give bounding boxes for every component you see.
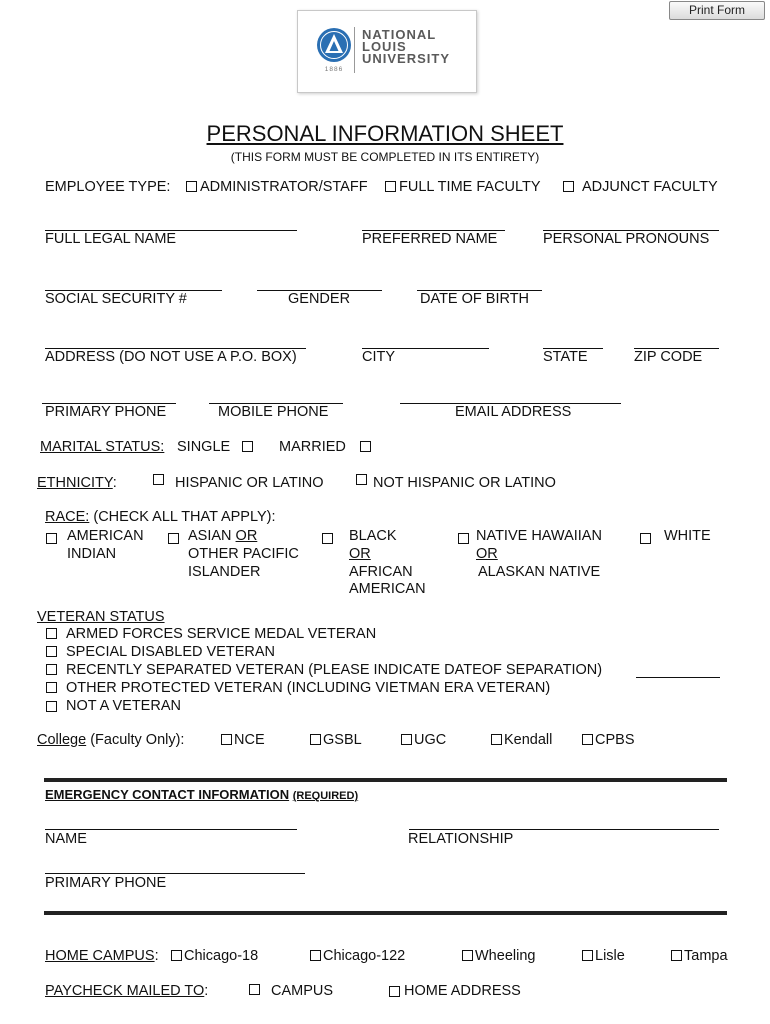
- section-divider-bottom: [44, 911, 727, 915]
- personal-pronouns-label: PERSONAL PRONOUNS: [543, 231, 710, 247]
- email-label: EMAIL ADDRESS: [455, 404, 572, 420]
- race-black-3: AMERICAN: [349, 581, 426, 597]
- not-hispanic-label: NOT HISPANIC OR LATINO: [373, 475, 556, 491]
- print-form-button[interactable]: Print Form: [669, 1, 765, 20]
- race-black-1: BLACK: [349, 528, 397, 544]
- college-gsbl-label: GSBL: [323, 732, 362, 748]
- emergency-relationship-field[interactable]: [409, 829, 719, 830]
- race-label: RACE: (CHECK ALL THAT APPLY):: [45, 509, 276, 525]
- campus-lisle-label: Lisle: [595, 948, 625, 964]
- race-black-or: OR: [349, 546, 371, 562]
- race-hawaiian-2: ALASKAN NATIVE: [478, 564, 601, 580]
- address-label: ADDRESS (DO NOT USE A P.O. BOX): [45, 349, 297, 365]
- checkbox-adjunct-faculty[interactable]: [563, 181, 574, 192]
- campus-wheeling-label: Wheeling: [475, 948, 536, 964]
- race-hawaiian-or: OR: [476, 546, 498, 562]
- logo-year: 1886: [324, 66, 344, 73]
- college-ugc-label: UGC: [414, 732, 447, 748]
- checkbox-college-nce[interactable]: [221, 734, 232, 745]
- university-logo: [297, 10, 477, 93]
- checkbox-asian[interactable]: [168, 533, 179, 544]
- marital-single-label: SINGLE: [177, 439, 231, 455]
- checkbox-campus-tampa[interactable]: [671, 950, 682, 961]
- checkbox-married[interactable]: [360, 441, 371, 452]
- checkbox-campus-chicago-18[interactable]: [171, 950, 182, 961]
- campus-chicago-122-label: Chicago-122: [323, 948, 406, 964]
- logo-emblem-icon: [316, 27, 352, 71]
- veteran-option-1: ARMED FORCES SERVICE MEDAL VETERAN: [66, 626, 377, 642]
- checkbox-veteran-special-disabled[interactable]: [46, 646, 57, 657]
- emergency-phone-field[interactable]: [45, 873, 305, 874]
- hispanic-label: HISPANIC OR LATINO: [175, 475, 324, 491]
- veteran-status-label: VETERAN STATUS: [37, 609, 165, 625]
- checkbox-full-time-faculty[interactable]: [385, 181, 396, 192]
- campus-tampa-label: Tampa: [684, 948, 728, 964]
- marital-married-label: MARRIED: [279, 439, 346, 455]
- full-legal-name-label: FULL LEGAL NAME: [45, 231, 177, 247]
- race-american-indian-2: INDIAN: [67, 546, 117, 562]
- home-campus-label: HOME CAMPUS:: [45, 948, 159, 964]
- emergency-heading: EMERGENCY CONTACT INFORMATION (REQUIRED): [45, 787, 359, 802]
- checkbox-paycheck-home[interactable]: [389, 986, 400, 997]
- checkbox-not-a-veteran[interactable]: [46, 701, 57, 712]
- employee-type-label: EMPLOYEE TYPE:: [45, 179, 171, 195]
- race-black-2: AFRICAN: [349, 564, 413, 580]
- separation-date-field[interactable]: [636, 677, 720, 678]
- checkbox-campus-chicago-122[interactable]: [310, 950, 321, 961]
- ethnicity-label: ETHNICITY:: [37, 475, 117, 491]
- page-title: PERSONAL INFORMATION SHEET: [206, 121, 564, 146]
- checkbox-campus-wheeling[interactable]: [462, 950, 473, 961]
- primary-phone-label: PRIMARY PHONE: [45, 404, 167, 420]
- college-kendall-label: Kendall: [504, 732, 553, 748]
- checkbox-administrator-staff[interactable]: [186, 181, 197, 192]
- checkbox-campus-lisle[interactable]: [582, 950, 593, 961]
- zip-label: ZIP CODE: [634, 349, 703, 365]
- checkbox-hispanic[interactable]: [153, 474, 164, 485]
- logo-line-2: LOUIS: [362, 39, 407, 54]
- state-label: STATE: [543, 349, 588, 365]
- veteran-option-3: RECENTLY SEPARATED VETERAN (PLEASE INDICATE DATEOF SEPARATION): [66, 662, 603, 678]
- mobile-phone-label: MOBILE PHONE: [218, 404, 329, 420]
- race-hawaiian-1: NATIVE HAWAIIAN: [476, 528, 602, 544]
- logo-line-3: UNIVERSITY: [362, 51, 451, 66]
- emergency-phone-label: PRIMARY PHONE: [45, 875, 167, 891]
- race-asian-2: OTHER PACIFIC: [188, 546, 299, 562]
- paycheck-home-label: HOME ADDRESS: [404, 983, 521, 999]
- section-divider-top: [44, 778, 727, 782]
- gender-label: GENDER: [288, 291, 351, 307]
- race-asian-3: ISLANDER: [188, 564, 261, 580]
- option-full-time-faculty: FULL TIME FACULTY: [399, 179, 541, 195]
- college-nce-label: NCE: [234, 732, 265, 748]
- race-american-indian-1: AMERICAN: [67, 528, 144, 544]
- veteran-option-5: NOT A VETERAN: [66, 698, 181, 714]
- emergency-name-label: NAME: [45, 831, 87, 847]
- dob-label: DATE OF BIRTH: [420, 291, 530, 307]
- checkbox-single[interactable]: [242, 441, 253, 452]
- city-label: CITY: [362, 349, 396, 365]
- page-subtitle: (THIS FORM MUST BE COMPLETED IN ITS ENTIRETY): [230, 150, 540, 164]
- preferred-name-label: PREFERRED NAME: [362, 231, 498, 247]
- checkbox-veteran-recently-separated[interactable]: [46, 664, 57, 675]
- race-asian-1: ASIAN OR: [188, 528, 258, 544]
- option-administrator-staff: ADMINISTRATOR/STAFF: [200, 179, 368, 195]
- campus-chicago-18-label: Chicago-18: [184, 948, 259, 964]
- emergency-relationship-label: RELATIONSHIP: [408, 831, 514, 847]
- emergency-name-field[interactable]: [45, 829, 297, 830]
- ssn-label: SOCIAL SECURITY #: [45, 291, 187, 307]
- checkbox-paycheck-campus[interactable]: [249, 984, 260, 995]
- checkbox-white[interactable]: [640, 533, 651, 544]
- checkbox-veteran-other-protected[interactable]: [46, 682, 57, 693]
- checkbox-veteran-armed-forces[interactable]: [46, 628, 57, 639]
- paycheck-label: PAYCHECK MAILED TO:: [45, 983, 209, 999]
- checkbox-not-hispanic[interactable]: [356, 474, 367, 485]
- checkbox-american-indian[interactable]: [46, 533, 57, 544]
- college-label: College (Faculty Only):: [37, 732, 185, 748]
- checkbox-college-kendall[interactable]: [491, 734, 502, 745]
- checkbox-college-gsbl[interactable]: [310, 734, 321, 745]
- checkbox-native-hawaiian[interactable]: [458, 533, 469, 544]
- paycheck-campus-label: CAMPUS: [271, 983, 334, 999]
- checkbox-college-ugc[interactable]: [401, 734, 412, 745]
- checkbox-college-cpbs[interactable]: [582, 734, 593, 745]
- checkbox-black[interactable]: [322, 533, 333, 544]
- logo-line-1: NATIONAL: [362, 27, 437, 42]
- veteran-option-4: OTHER PROTECTED VETERAN (INCLUDING VIETMAN ERA VETERAN): [66, 680, 551, 696]
- college-cpbs-label: CPBS: [595, 732, 635, 748]
- race-white: WHITE: [664, 528, 711, 544]
- marital-status-label: MARITAL STATUS:: [40, 439, 165, 455]
- veteran-option-2: SPECIAL DISABLED VETERAN: [66, 644, 275, 660]
- option-adjunct-faculty: ADJUNCT FACULTY: [582, 179, 718, 195]
